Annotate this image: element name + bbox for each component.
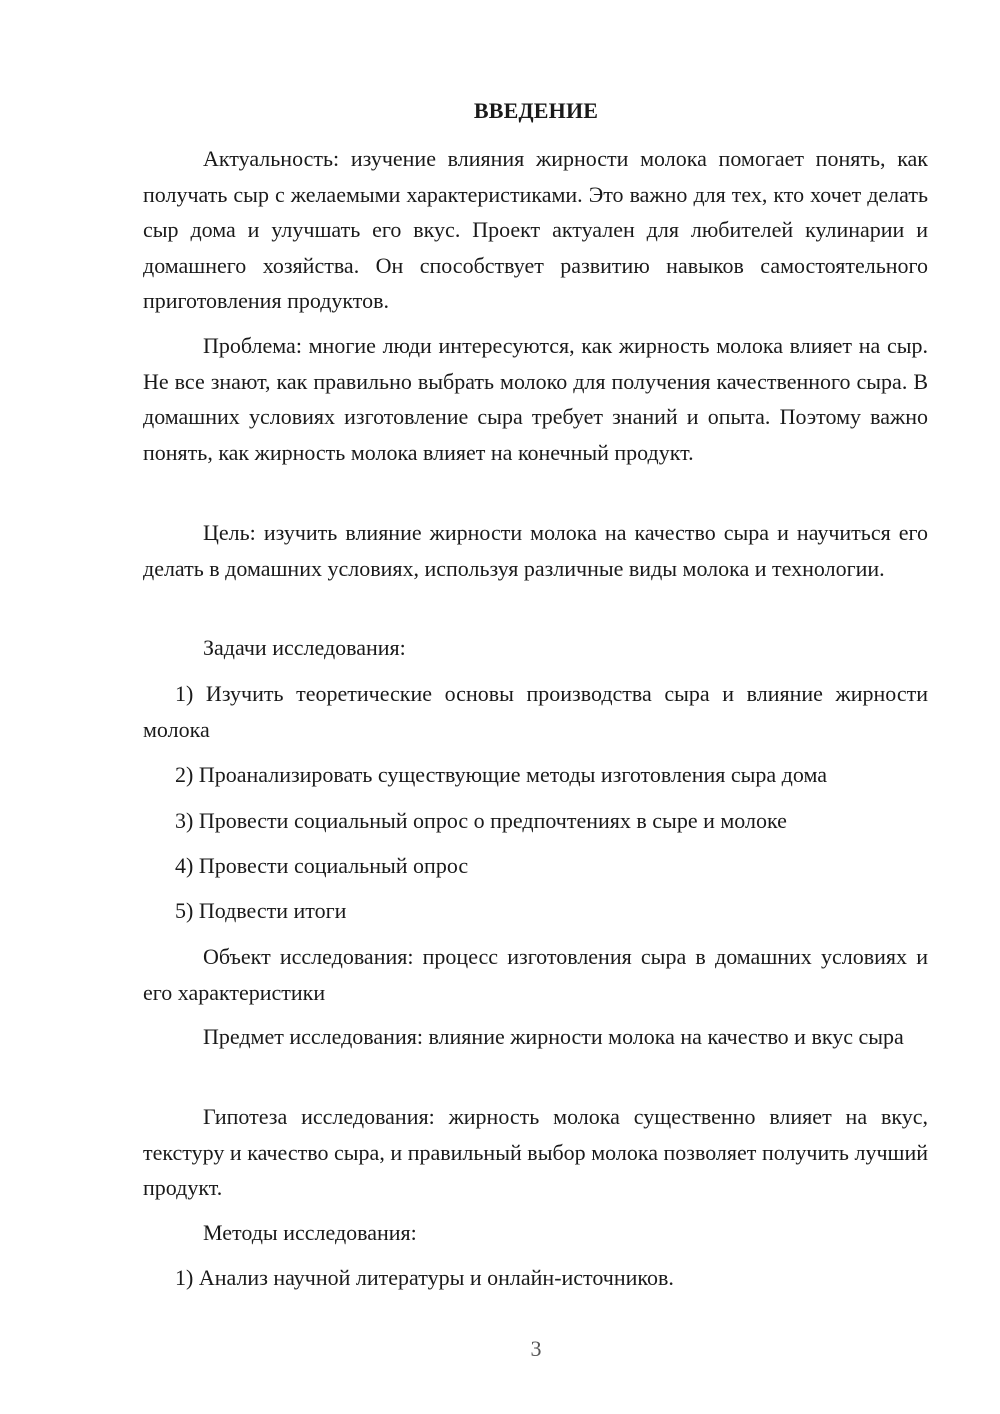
object-paragraph: Объект исследования: процесс изготовления сыра в домашних условиях и его характеристики — [143, 944, 928, 1005]
method-item: 1) Анализ научной литературы и онлайн-источников. — [175, 1265, 674, 1290]
task-item: 4) Провести социальный опрос — [175, 853, 469, 878]
page-number: 3 — [530, 1336, 542, 1361]
task-item: 1) Изучить теоретические основы производства сыра и влияние жирности молока — [143, 681, 928, 742]
methods-heading: Методы исследования: — [203, 1220, 417, 1245]
tasks-heading: Задачи исследования: — [203, 635, 406, 660]
problem-paragraph: Проблема: многие люди интересуются, как жирность молока влияет на сыр. Не все знают, как правильно выбрать молоко для получения качественного сыра. В домашних условиях изготовление сыра требует знаний и опыта. Поэтому важно понять, как жирность молока влияет на конечный продукт. — [143, 333, 928, 465]
page-title: ВВЕДЕНИЕ — [473, 98, 599, 123]
relevance-paragraph: Актуальность: изучение влияния жирности молока помогает понять, как получать сыр с желаемыми характеристиками. Это важно для тех, кто хочет делать сыр дома и улучшать его вкус. Проект актуален для любителей кулинарии и домашнего хозяйства. Он способствует развитию навыков самостоятельного приготовления продуктов. — [143, 146, 928, 314]
goal-paragraph: Цель: изучить влияние жирности молока на качество сыра и научиться его делать в домашних условиях, используя различные виды молока и технологии. — [143, 520, 928, 581]
task-item: 5) Подвести итоги — [175, 898, 347, 923]
task-item: 3) Провести социальный опрос о предпочтениях в сыре и молоке — [175, 808, 787, 833]
hypothesis-paragraph: Гипотеза исследования: жирность молока существенно влияет на вкус, текстуру и качество сыра, и правильный выбор молока позволяет получить лучший продукт. — [143, 1104, 928, 1201]
task-item: 2) Проанализировать существующие методы изготовления сыра дома — [175, 762, 827, 787]
subject-paragraph: Предмет исследования: влияние жирности молока на качество и вкус сыра — [203, 1024, 904, 1049]
